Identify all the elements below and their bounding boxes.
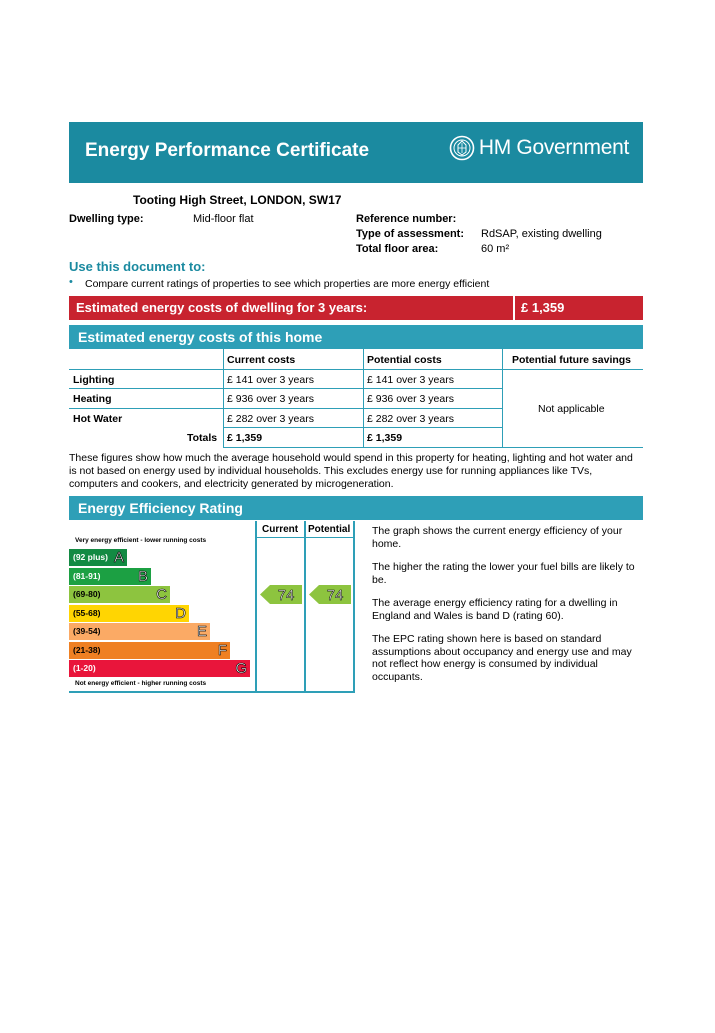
rating-section-header bbox=[69, 496, 643, 520]
hm-government-logo bbox=[449, 135, 629, 161]
band-range: (39-54) bbox=[73, 626, 101, 636]
costs-table bbox=[69, 349, 643, 449]
table-rule bbox=[69, 369, 643, 370]
table-rule bbox=[223, 349, 224, 448]
band-letter: D bbox=[175, 604, 186, 622]
rating-arrows bbox=[69, 521, 355, 693]
row-label-lighting: Lighting bbox=[73, 374, 115, 386]
header-potential-savings: Potential future savings bbox=[512, 354, 632, 366]
estimated-costs-value: £ 1,359 bbox=[521, 300, 565, 315]
rating-section-title: Energy Efficiency Rating bbox=[78, 500, 243, 516]
dwelling-type-value: Mid-floor flat bbox=[193, 213, 254, 225]
potential-column-header: Potential bbox=[308, 524, 351, 535]
heating-potential: £ 936 over 3 years bbox=[367, 393, 454, 405]
bottom-caption: Not energy efficient - higher running costs bbox=[75, 680, 207, 687]
costs-section-header bbox=[69, 325, 643, 349]
property-address: Tooting High Street, LONDON, SW17 bbox=[133, 193, 342, 207]
hot-water-current: £ 282 over 3 years bbox=[227, 413, 314, 425]
band-range: (21-38) bbox=[73, 644, 101, 655]
description-paragraph: The EPC rating shown here is based on standard assumptions about occupancy and energy use and may not reflect how energy is consumed by individual occupants. bbox=[372, 633, 632, 683]
rating-description bbox=[372, 525, 644, 694]
header-current-costs: Current costs bbox=[227, 354, 296, 366]
floor-area-label: Total floor area: bbox=[356, 243, 439, 255]
band-range: (92 plus) bbox=[73, 552, 108, 562]
use-document-bullet: Compare current ratings of properties to see which properties are more energy efficient bbox=[85, 278, 490, 290]
row-label-hot-water: Hot Water bbox=[73, 413, 123, 425]
description-paragraph: The higher the rating the lower your fuel bills are likely to be. bbox=[372, 561, 635, 586]
band-range: (69-80) bbox=[73, 589, 101, 599]
totals-current: £ 1,359 bbox=[227, 432, 263, 444]
estimated-costs-label: Estimated energy costs of dwelling for 3 years: bbox=[76, 300, 368, 315]
band-range: (81-91) bbox=[73, 570, 101, 581]
table-rule bbox=[69, 388, 502, 389]
brand-name: HM Government bbox=[478, 136, 629, 159]
table-rule bbox=[69, 408, 502, 409]
description-paragraph: The graph shows the current energy efficiency of your home. bbox=[372, 525, 623, 550]
lighting-current: £ 141 over 3 years bbox=[227, 374, 314, 386]
potential-rating-arrow bbox=[309, 585, 351, 604]
top-caption: Very energy efficient - lower running costs bbox=[75, 537, 207, 544]
totals-label: Totals bbox=[187, 432, 218, 444]
band-letter: G bbox=[235, 660, 247, 677]
divider bbox=[513, 296, 515, 320]
band-range: (1-20) bbox=[73, 663, 96, 673]
savings-value: Not applicable bbox=[538, 403, 605, 415]
band-range: (55-68) bbox=[73, 607, 101, 618]
current-rating-arrow-value: 74 bbox=[277, 587, 295, 604]
row-label-heating: Heating bbox=[73, 393, 112, 405]
costs-section-title: Estimated energy costs of this home bbox=[78, 329, 323, 345]
heating-current: £ 936 over 3 years bbox=[227, 393, 314, 405]
royal-crest-icon bbox=[449, 135, 475, 161]
floor-area-value: 60 m² bbox=[481, 243, 510, 255]
band-letter: B bbox=[137, 567, 148, 585]
band-letter: C bbox=[156, 586, 167, 603]
header-potential-costs: Potential costs bbox=[367, 354, 442, 366]
description-paragraph: The average energy efficiency rating for a dwelling in England and Wales is band D (rating 60). bbox=[372, 597, 618, 622]
header-banner bbox=[69, 122, 643, 183]
assessment-value: RdSAP, existing dwelling bbox=[481, 228, 602, 240]
bullet-icon: • bbox=[69, 276, 73, 288]
table-rule bbox=[223, 447, 643, 448]
assessment-label: Type of assessment: bbox=[356, 228, 465, 240]
page-title: Energy Performance Certificate bbox=[85, 140, 370, 161]
potential-rating-arrow-value: 74 bbox=[326, 587, 344, 604]
energy-rating-chart bbox=[69, 521, 356, 693]
reference-label: Reference number: bbox=[356, 213, 457, 225]
band-letter: A bbox=[113, 549, 124, 566]
band-letter: E bbox=[196, 623, 207, 640]
current-column-header: Current bbox=[262, 524, 299, 535]
band-letter: F bbox=[217, 641, 227, 659]
table-rule bbox=[502, 349, 503, 448]
costs-note: These figures show how much the average household would spend in this property for heating, lighting and hot water and is not based on energy used by individual households. This excludes energy use for running appliances like TVs, computers and cookers, and electricity generated by microgeneration. bbox=[69, 452, 633, 490]
dwelling-type-label: Dwelling type: bbox=[69, 213, 144, 225]
estimated-costs-bar bbox=[69, 296, 643, 320]
use-document-title: Use this document to: bbox=[69, 259, 206, 274]
table-rule bbox=[363, 349, 364, 448]
totals-potential: £ 1,359 bbox=[367, 432, 403, 444]
current-rating-arrow bbox=[260, 585, 302, 604]
hot-water-potential: £ 282 over 3 years bbox=[367, 413, 454, 425]
lighting-potential: £ 141 over 3 years bbox=[367, 374, 454, 386]
